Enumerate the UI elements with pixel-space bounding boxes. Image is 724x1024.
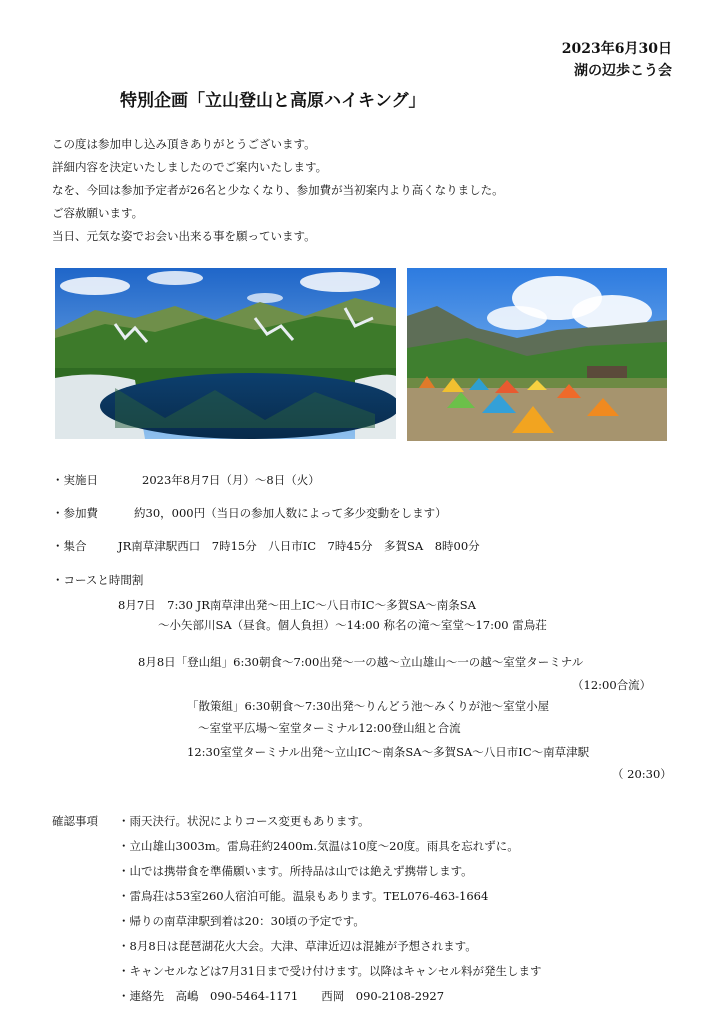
course-walk-line2: ～室堂平広場～室堂ターミナル12:00登山組と合流 [198,721,461,735]
course-day1-line1: 8月7日 7:30 JR南草津出発～田上IC～八日市IC～多賀SA～南条SA [118,598,476,612]
campsite-tents-photo [407,268,667,441]
intro-line-4: ご容赦願います。 [52,206,144,220]
course-walk-line1: 「散策組」6:30朝食～7:30出発～りんどう池～みくりが池～室堂小屋 [187,699,550,713]
course-day2-line1: 8月8日「登山組」6:30朝食～7:00出発～一の越～立山雄山～一の越～室堂ターミナル [138,655,584,669]
note-item: ・帰りの南草津駅到着は20：30頃の予定です。 [118,914,365,928]
document-date: 2023年6月30日 [561,41,672,57]
intro-line-2: 詳細内容を決定いたしましたのでご案内いたします。 [52,160,328,174]
course-day1-line2: ～小矢部川SA（昼食。個人負担）～14:00 称名の滝～室堂～17:00 雷鳥荘 [158,618,547,632]
fee-label: ・参加費 [52,506,98,520]
note-item: ・キャンセルなどは7月31日まで受け付けます。以降はキャンセル料が発生します [118,964,542,978]
intro-line-5: 当日、元気な姿でお会い出来る事を願っています。 [52,229,316,243]
notes-label: 確認事項 [52,814,98,828]
meeting-label: ・集合 [52,539,87,553]
contact-line: ・連絡先 高嶋 090-5464-1171 西岡 090-2108-2927 [118,989,445,1003]
course-day2-line1-note: （12:00合流） [572,678,652,692]
note-item: ・8月8日は琵琶湖花火大会。大津、草津近辺は混雑が予想されます。 [118,939,477,953]
fee-value: 約30，000円（当日の参加人数によって多少変動をします） [134,506,447,520]
note-item: ・雷鳥荘は53室260人宿泊可能。温泉もあります。TEL076-463-1664 [118,889,489,903]
organization-name: 湖の辺歩こう会 [574,63,672,79]
page-title: 特別企画「立山登山と高原ハイキング」 [120,91,426,111]
course-return-line: 12:30室堂ターミナル出発～立山IC～南条SA～多賀SA～八日市IC～南草津駅 [187,745,590,759]
course-return-note: （ 20:30） [612,767,672,781]
note-item: ・山では携帯食を準備願います。所持品は山では絶えず携帯します。 [118,864,473,878]
intro-line-1: この度は参加申し込み頂きありがとうございます。 [52,137,316,151]
intro-line-3: なを、今回は参加予定者が26名と少なくなり、参加費が当初案内より高くなりました。 [52,183,504,197]
meeting-value: JR南草津駅西口 7時15分 八日市IC 7時45分 多賀SA 8時00分 [118,539,480,553]
course-label: ・コースと時間割 [52,573,144,587]
note-item: ・立山雄山3003m。雷鳥荘約2400m.気温は10度～20度。雨具を忘れずに。 [118,839,519,853]
mountain-lake-photo [55,268,396,439]
note-item: ・雨天決行。状況によりコース変更もあります。 [118,814,370,828]
date-label: ・実施日 [52,473,98,487]
date-value: 2023年8月7日（月）～8日（火） [142,473,320,487]
